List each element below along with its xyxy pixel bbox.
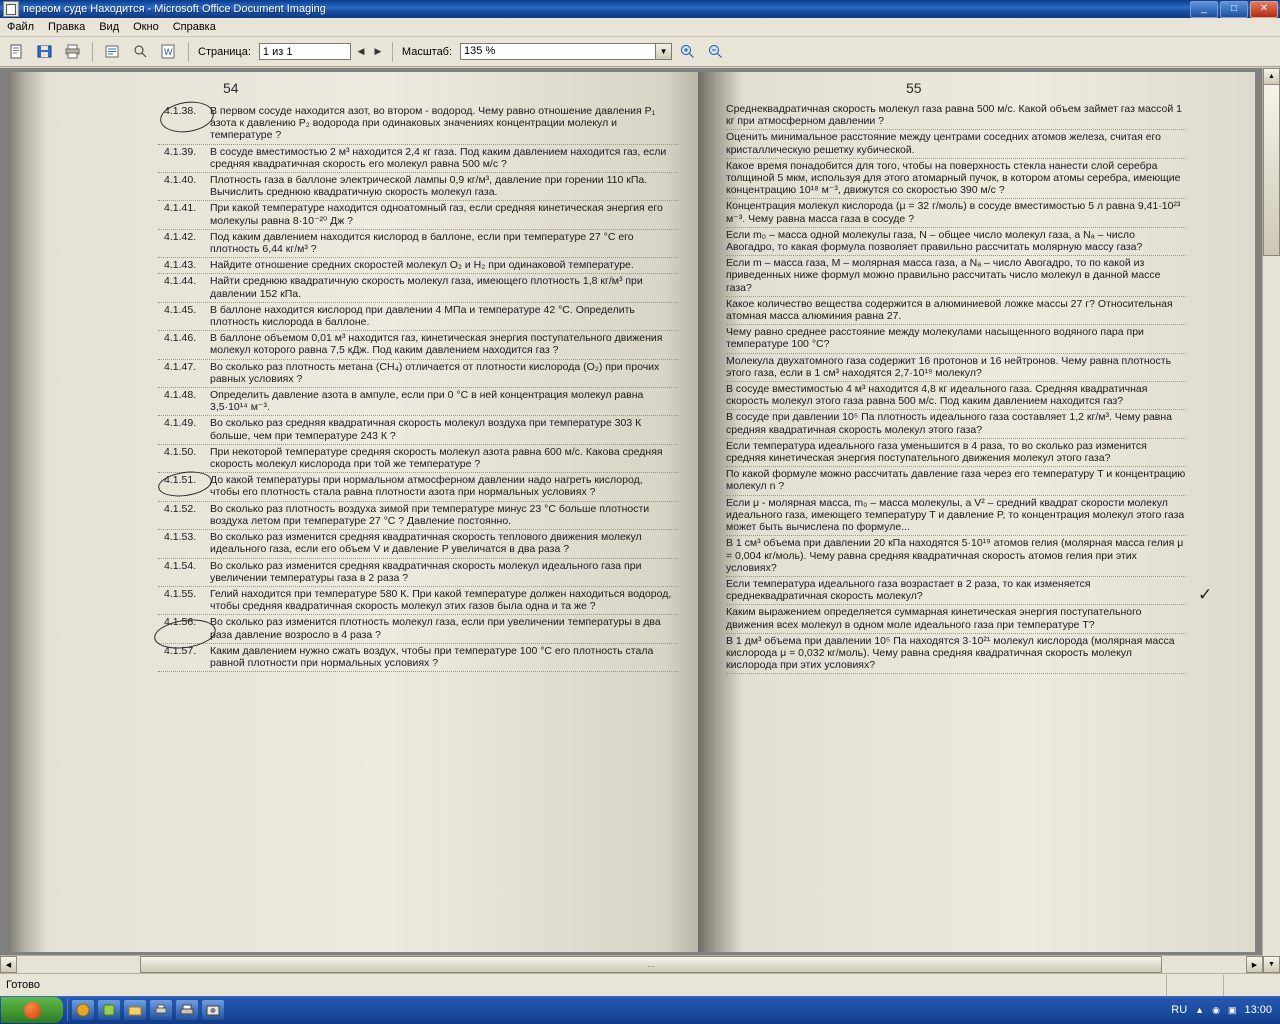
exercise-text: До какой температуры при нормальном атмосферном давлении надо нагреть кислород, чтобы его плотность стала равна плотности азота при нормальных условиях ? (210, 474, 643, 499)
exercise-number: 4.1.51. (164, 474, 197, 487)
zoom-out-icon[interactable] (703, 40, 728, 64)
scanned-document (8, 72, 1255, 952)
exercise-row (158, 201, 678, 229)
exercise-text: Во сколько раз средняя квадратичная скорость молекул воздуха при температуре 303 К больше, чем при температуре 243 К ? (210, 417, 642, 442)
exercise-row: В сосуде при давлении 10⁵ Па плотность идеального газа составляет 1,2 кг/м³. Чему равна средняя квадратичная скорость молекул этого газа? (726, 410, 1186, 438)
scanner-icon[interactable] (176, 1000, 198, 1020)
exercise-number: 4.1.41. (164, 202, 197, 215)
clock[interactable]: 13:00 (1244, 1004, 1272, 1016)
exercise-text: Каким давлением нужно сжать воздух, чтобы при температуре 100 °С его плотность стала равной плотности при нормальных условиях ? (210, 644, 654, 669)
exercise-list-right (726, 102, 1186, 674)
exercise-text: Во сколько раз изменится плотность молекул газа, если при увеличении температуры в два раза давление возросло в 4 раза ? (210, 616, 661, 641)
app-icon (3, 1, 19, 17)
exercise-row: Какое время понадобится для того, чтобы на поверхность стекла нанести слой серебра толщиной 5 мкм, используя для этого атомарный пучок, в котором атомы серебра, имеющие концентрацию 10¹⁸ м⁻³, движутся со скоростью 390 м/с ? (726, 159, 1186, 200)
exercise-text: Определить давление азота в ампуле, если при 0 °С в ней концентрация молекул равна 3,5·10¹⁴ м⁻³. (210, 389, 644, 414)
toolbar (0, 37, 1280, 67)
svg-text:W: W (164, 47, 173, 57)
exercise-number: 4.1.44. (164, 275, 197, 288)
scale-value[interactable]: 135 % (460, 43, 656, 60)
exercise-number: 4.1.52. (164, 502, 197, 515)
exercise-number: 4.1.50. (164, 445, 197, 458)
exercise-row: Чему равно среднее расстояние между молекулами насыщенного водяного пара при температуре 100 °С? (726, 325, 1186, 353)
scroll-down-button[interactable]: ▼ (1263, 956, 1280, 973)
pen-check-annotation: ✓ (1198, 585, 1213, 604)
exercise-row (158, 303, 678, 331)
menu-item-view[interactable]: Вид (99, 21, 120, 33)
exercise-text: Под каким давлением находится кислород в баллоне, если при температуре 27 °С его плотность 6,44 кг/м³ ? (210, 230, 634, 256)
status-cell-1 (1166, 975, 1223, 996)
exercise-number: 4.1.48. (164, 389, 197, 402)
exercise-number: 4.1.46. (164, 332, 197, 345)
status-bar (0, 973, 1280, 996)
exercise-row (158, 559, 678, 587)
vertical-scroll-thumb[interactable] (1263, 84, 1280, 256)
exercise-number: 4.1.40. (164, 174, 197, 187)
exercise-row: Каким выражением определяется суммарная кинетическая энергия поступательного движения всех молекул в одном моле идеального газа при температуре T? (726, 605, 1186, 633)
exercise-row: Если m – масса газа, M – молярная масса газа, а Nₐ – число Авогадро, то по какой из приведенных ниже формул можно правильно рассчитать число молекул в данной массе газа? (726, 256, 1186, 297)
exercise-row (158, 587, 678, 615)
system-tray (1171, 996, 1280, 1024)
scroll-right-button[interactable]: ▶ (1246, 956, 1263, 973)
toolbar-separator-2 (188, 42, 189, 62)
exercise-text: Найдите отношение средних скоростей молекул O₂ и H₂ при одинаковой температуре. (210, 259, 634, 272)
find-icon[interactable] (128, 40, 153, 64)
start-orb-icon (24, 1002, 41, 1019)
exercise-row: В 1 см³ объема при давлении 20 кПа находятся 5·10¹⁹ атомов гелия (молярная масса гелия μ = 0,004 кг/моль). Чему равна средняя квадратичная скорость атомов гелия при этих условиях? (726, 536, 1186, 577)
vertical-scrollbar[interactable] (1262, 68, 1280, 973)
exercise-number: 4.1.53. (164, 531, 197, 544)
exercise-row (158, 530, 678, 558)
exercise-text: В первом сосуде находится азот, во втором - водород. Чему равно отношение давления P₁ азота к давлению P₂ водорода при одинаковых значениях концентрации молекул и температуре ? (210, 105, 656, 142)
exercise-number: 4.1.43. (164, 259, 197, 272)
exercise-row: Если температура идеального газа уменьшится в 4 раза, то во сколько раз изменится средняя кинетическая энергия поступательного движения молекул этого газа? (726, 439, 1186, 467)
exercise-number: 4.1.54. (164, 559, 197, 572)
network-icon[interactable]: ▣ (1227, 1004, 1237, 1015)
send-to-word-icon[interactable] (156, 40, 181, 64)
menu-bar (0, 18, 1280, 37)
exercise-row: Если температура идеального газа возрастает в 2 раза, то как изменяется среднеквадратичная скорость молекул? (726, 577, 1186, 605)
exercise-text: В баллоне объемом 0,01 м³ находится газ, кинетическая энергия поступательного движения молекул которого равна 7,5 кДж. Под каким давлением находится газ ? (210, 332, 663, 357)
exercise-row (158, 644, 678, 672)
exercise-number: 4.1.45. (164, 303, 197, 316)
browser-icon[interactable] (72, 1000, 94, 1020)
prev-page-button[interactable]: ◀ (357, 46, 365, 56)
scale-combo[interactable] (460, 43, 672, 60)
page-number-right: 55 (906, 80, 922, 96)
menu-item-window[interactable]: Окно (133, 21, 159, 33)
print-icon[interactable] (60, 40, 85, 64)
ocr-icon[interactable] (100, 40, 125, 64)
menu-item-help[interactable]: Справка (172, 21, 216, 33)
new-document-icon[interactable] (4, 40, 29, 64)
exercise-text: Гелий находится при температуре 580 К. При какой температуре должен находиться водород, чтобы средняя квадратичная скорость молекул этих газов была одна и та же ? (210, 587, 672, 613)
exercise-text: Найти среднюю квадратичную скорость молекул газа, имеющего плотность 1,8 кг/м³ при давлении 152 кПа. (210, 275, 643, 300)
save-icon[interactable] (32, 40, 57, 64)
exercise-row: Концентрация молекул кислорода (μ = 32 г/моль) в сосуде вместимостью 5 л равна 9,41·10²³ м⁻³. Чему равна масса газа в сосуде ? (726, 199, 1186, 227)
maximize-button[interactable]: □ (1220, 1, 1248, 18)
exercise-text: В баллоне находится кислород при давлении 4 МПа и температуре 42 °С. Определить плотность кислорода в баллоне. (210, 303, 635, 329)
media-icon[interactable] (98, 1000, 120, 1020)
exercise-row: Какое количество вещества содержится в алюминиевой ложке массы 27 г? Относительная атомная масса алюминия равна 27. (726, 297, 1186, 325)
exercise-row (158, 258, 678, 274)
exercise-row (158, 274, 678, 302)
exercise-row (158, 615, 678, 643)
window-title: переом суде Находится - Microsoft Office Document Imaging (23, 3, 326, 15)
exercise-row (158, 388, 678, 416)
exercise-number: 4.1.49. (164, 417, 197, 430)
scroll-left-button[interactable]: ◀ (0, 956, 17, 973)
exercise-row: Оценить минимальное расстояние между центрами соседних атомов железа, считая его кристаллическую решетку кубической. (726, 130, 1186, 158)
toolbar-separator (92, 42, 93, 62)
horizontal-scroll-thumb[interactable]: … (140, 956, 1162, 973)
document-view[interactable] (0, 68, 1280, 973)
exercise-list-left (158, 104, 678, 672)
folder-icon[interactable] (124, 1000, 146, 1020)
next-page-button[interactable]: ▶ (374, 46, 382, 56)
exercise-text: Во сколько раз плотность метана (CH₄) отличается от плотности кислорода (O₂) при прочих равных условиях ? (210, 360, 660, 385)
taskbar (0, 996, 1280, 1024)
exercise-text: Во сколько раз изменится средняя квадратичная скорость молекул идеального газа при увеличении температуры газа в 2 раза ? (210, 559, 642, 584)
exercise-row: Если μ - молярная масса, m₀ – масса молекулы, а V² – средний квадрат скорости молекул идеального газа, имеющего температуру T и давление P, то концентрация молекул этого газа может быть вычислена по формуле... (726, 496, 1186, 537)
tray-expand-icon[interactable]: ▲ (1195, 1005, 1205, 1015)
exercise-number: 4.1.47. (164, 360, 197, 373)
page-number-left: 54 (223, 80, 239, 96)
exercise-number: 4.1.56. (164, 616, 197, 629)
exercise-number: 4.1.57. (164, 644, 197, 657)
exercise-row: Молекула двухатомного газа содержит 16 протонов и 16 нейтронов. Чему равна плотность этого газа, если в 1 см³ находятся 2,7·10¹⁹ молекул? (726, 354, 1186, 382)
printer-icon[interactable] (150, 1000, 172, 1020)
minimize-button[interactable]: _ (1190, 1, 1218, 18)
exercise-number: 4.1.42. (164, 230, 197, 243)
scale-label: Масштаб: (401, 45, 453, 58)
exercise-text: Плотность газа в баллоне электрической лампы 0,9 кг/м³, давление при горении 110 кПа. Вычислить среднюю квадратичную скорость молекул газа. (210, 174, 648, 199)
imaging-icon[interactable] (202, 1000, 224, 1020)
exercise-text: При какой температуре находится одноатомный газ, если средняя кинетическая энергия его молекулы равна 8·10⁻²⁰ Дж ? (210, 202, 663, 227)
exercise-number: 4.1.55. (164, 587, 197, 600)
menu-item-file[interactable]: Файл (7, 21, 35, 33)
title-bar (0, 0, 1280, 18)
quick-launch-bar (67, 999, 224, 1021)
exercise-row (158, 360, 678, 388)
window-controls (1190, 1, 1280, 18)
menu-item-edit[interactable]: Правка (48, 21, 86, 33)
scroll-up-button[interactable]: ▲ (1263, 68, 1280, 85)
exercise-number: 4.1.39. (164, 145, 197, 158)
language-indicator[interactable]: RU (1171, 1004, 1188, 1016)
exercise-row (158, 445, 678, 473)
page-label: Страница: (198, 45, 251, 58)
chevron-down-icon[interactable]: ▼ (656, 43, 672, 60)
status-text: Готово (6, 979, 40, 991)
close-button[interactable]: ✕ (1250, 1, 1278, 18)
exercise-row: Если m₀ – масса одной молекулы газа, N – общее число молекул газа, а Nₐ – число Авогадро, то какая формула позволяет правильно рассчитать молярную массу газа? (726, 228, 1186, 256)
exercise-row (158, 230, 678, 258)
horizontal-scrollbar[interactable] (0, 955, 1263, 973)
exercise-text: В сосуде вместимостью 2 м³ находится 2,4 кг газа. Под каким давлением находится газ, если средняя квадратичная скорость его молекул равна 500 м/с ? (210, 145, 667, 170)
exercise-text: При некоторой температуре средняя скорость молекул азота равна 600 м/с. Какова средняя скорость молекул кислорода при той же температуре ? (210, 445, 663, 471)
zoom-in-icon[interactable] (675, 40, 700, 64)
toolbar-separator-3 (392, 42, 393, 62)
exercise-text: Во сколько раз изменится средняя квадратичная скорость теплового движения молекул идеального газа, если его объем V и давление P увеличатся в два раза ? (210, 531, 642, 556)
exercise-text: Во сколько раз плотность воздуха зимой при температуре минус 23 °С больше плотности воздуха летом при температуре 27 °С ? Давление постоянно. (210, 502, 650, 527)
exercise-row (158, 104, 678, 145)
exercise-number: 4.1.38. (164, 105, 197, 117)
exercise-row: По какой формуле можно рассчитать давление газа через его температуру T и концентрацию молекул n ? (726, 467, 1186, 495)
exercise-row: Среднеквадратичная скорость молекул газа равна 500 м/с. Какой объем займет газ массой 1 кг при атмосферном давлении ? (726, 102, 1186, 130)
start-button[interactable] (1, 997, 63, 1023)
page-input[interactable] (259, 43, 351, 60)
exercise-row (158, 173, 678, 201)
exercise-row (158, 473, 678, 501)
exercise-row (158, 416, 678, 444)
exercise-row (158, 145, 678, 173)
volume-icon[interactable]: ◉ (1212, 1004, 1220, 1015)
exercise-row (158, 502, 678, 530)
exercise-row: В сосуде вместимостью 4 м³ находится 4,8 кг идеального газа. Средняя квадратичная скорость молекул этого газа равна 500 м/с. Под каким давлением находится газ? (726, 382, 1186, 410)
status-cell-2 (1223, 975, 1280, 996)
exercise-row (158, 331, 678, 359)
exercise-row: В 1 дм³ объема при давлении 10⁵ Па находятся 3·10²¹ молекул кислорода (молярная масса кислорода μ = 0,032 кг/моль). Чему равна средняя квадратичная скорость молекул кислорода при этих условиях? (726, 634, 1186, 675)
